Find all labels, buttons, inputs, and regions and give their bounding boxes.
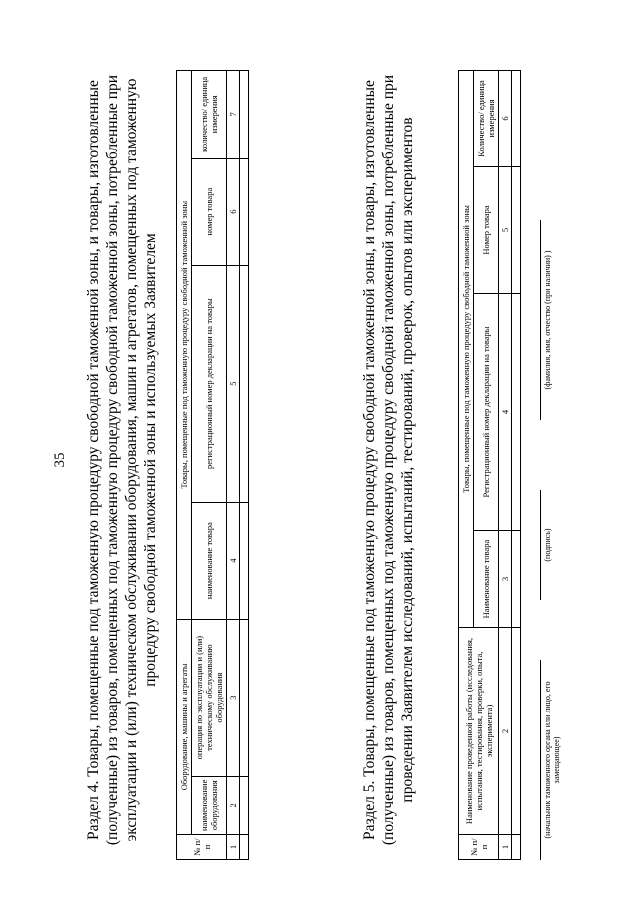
table-number-row [499,71,512,860]
col-number: 4 [227,502,240,619]
group-goods: Товары, помещенные под таможенную процедуру свободной таможенной зоны [459,71,474,628]
col-decl-number: регистрационный номер декларации на товары [192,265,227,502]
col-number: 6 [227,158,240,265]
col-quantity: Количество/ единица измерения [474,71,499,167]
table-header-row [177,71,192,860]
signature-label: (подпись) [540,490,552,600]
col-no: № п/п [177,835,227,860]
col-decl-number: Регистрационный номер декларации на товары [474,294,499,531]
col-number: 6 [499,71,512,167]
col-number: 1 [499,835,512,860]
signature-official-label: (начальник таможенного органа или лицо, его замещающее) [540,660,561,860]
table-header-row [459,71,474,860]
signature-name-label: (фамилия, имя, отчество (при наличии) ) [540,220,552,420]
col-number: 1 [227,835,240,860]
col-goods-number: Номер товара [474,167,499,294]
section5-table [458,70,521,860]
col-number: 3 [499,531,512,628]
col-quantity: количество/ единица измерения [192,71,227,159]
col-no: № п/п [459,835,499,860]
col-number: 5 [227,265,240,502]
col-equipment-name: наименование оборудования [192,776,227,834]
col-operation: операция по эксплуатации и (или) техническому обслуживанию оборудования [192,619,227,776]
col-number: 2 [227,776,240,834]
table-number-row [227,71,240,860]
col-work: Наименование проведенной работы (исследования, испытания, тестирования, проверки, опыта, эксперимента) [459,628,499,835]
col-number: 5 [499,167,512,294]
col-goods-name: Наименование товара [474,531,499,628]
group-equipment: Оборудование, машины и агрегаты [177,619,192,834]
section4-table [176,70,249,860]
table-subheader-row [192,71,227,860]
rotated-content [40,20,600,900]
col-number: 4 [499,294,512,531]
col-goods-name: наименование товара [192,502,227,619]
page-number: 35 [52,452,68,468]
col-goods-number: номер товара [192,158,227,265]
group-goods: Товары, помещенные под таможенную процедуру свободной таможенной зоны [177,71,192,620]
col-number: 3 [227,619,240,776]
table-row [512,71,521,860]
table-row [240,71,249,860]
col-number: 2 [499,628,512,835]
col-number: 7 [227,71,240,159]
section5-title: Раздел 5. Товары, помещенные под таможенную процедуру свободной таможенной зоны, и товары, изготовленные (полученные) из товаров, помещенных под таможенную процедуру свободной таможенной зоны, потребленные при проведении Заявителем исследований, испытаний, тестирований, проверок, опытов или экспериментов [361,74,416,846]
section4-title: Раздел 4. Товары, помещенные под таможенную процедуру свободной таможенной зоны, и товары, изготовленные (полученные) из товаров, помещенных под таможенную процедуру свободной таможенной зоны, потребленные при эксплуатации и (или) техническом обслуживании оборудования, машин и агрегатов, помещенных под таможенную процедуру свободной таможенной зоны и используемых Заявителем [85,74,159,846]
